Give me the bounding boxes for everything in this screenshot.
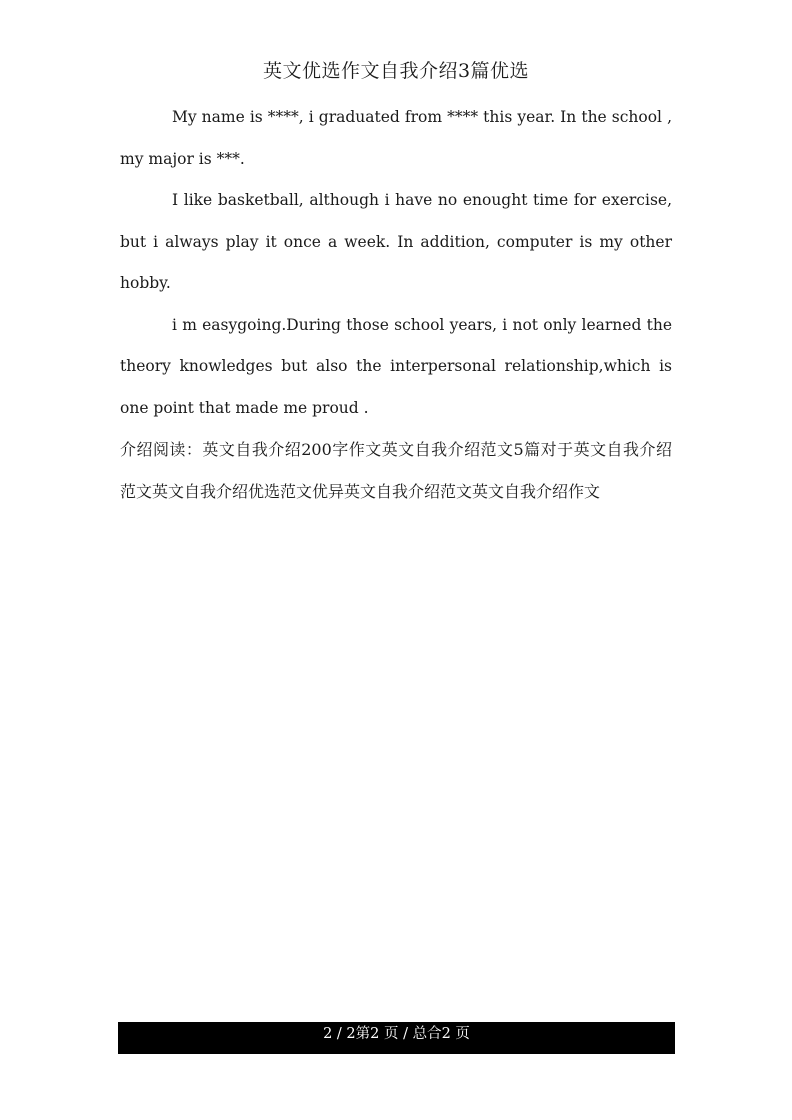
- paragraph-personality: i m easygoing.During those school years, i not only learned the theory knowledges but also the interpersonal relationship,which is one point that made me proud .: [120, 315, 672, 417]
- page-title: 英文优选作文自我介绍3篇优选: [262, 60, 530, 82]
- paragraph-intro: My name is ****, i graduated from **** this year. In the school , my major is ***.: [120, 108, 672, 168]
- page-label: 第2 页 / 总合2 页: [355, 1026, 470, 1042]
- paragraph-hobbies: I like basketball, although i have no enought time for exercise, but i always play it once a week. In addition, computer is my other hobby.: [120, 191, 672, 292]
- page-indicator: 2 / 2: [323, 1026, 356, 1042]
- related-reading: 介绍阅读：英文自我介绍200字作文英文自我介绍范文5篇对于英文自我介绍范文英文自我介绍优选范文优异英文自我介绍范文英文自我介绍作文: [120, 440, 672, 501]
- document-body: [120, 97, 672, 512]
- page-footer: [118, 1022, 675, 1054]
